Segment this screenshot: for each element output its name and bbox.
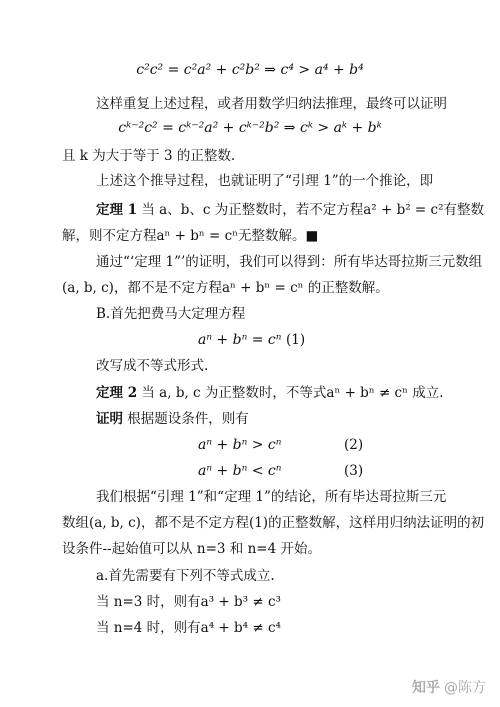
paragraph-conclusion-2: 数组(a, b, c)，都不是不定方程(1)的正整数解，这样用归纳法证明的初 <box>62 515 485 531</box>
theorem-2-label: 定理 2 <box>96 385 138 401</box>
paragraph-conclusion-3: 设条件--起始值可以从 n=3 和 n=4 开始。 <box>62 541 321 557</box>
paragraph-repeat-process: 这样重复上述过程，或者用数学归纳法推理，最终可以证明 <box>96 96 447 112</box>
paragraph-conclusion-1: 我们根据“引理 1”和“定理 1”的结论，所有毕达哥拉斯三元 <box>96 489 447 505</box>
paragraph-corollary: 上述这个推导过程，也就证明了“引理 1”的一个推论，即 <box>96 173 434 189</box>
equation-1: c²c² = c²a² + c²b² ⇒ c⁴ > a⁴ + b⁴ <box>136 62 364 78</box>
equation-3-number: (1) <box>286 332 306 348</box>
case-n-4: 当 n=4 时，则有a⁴ + b⁴ ≠ c⁴ <box>96 620 281 636</box>
zhihu-logo: 知乎 <box>412 680 440 696</box>
theorem-1-text-1: 当 a、b、c 为正整数时，若不定方程a² + b² = c²有整数 <box>141 202 484 218</box>
proof-label: 证明 <box>96 411 123 427</box>
watermark <box>412 677 486 697</box>
equation-4-number: (2) <box>344 437 364 453</box>
equation-3: aⁿ + bⁿ = cⁿ <box>198 332 282 348</box>
theorem-2-text: 当 a, b, c 为正整数时，不等式aⁿ + bⁿ ≠ cⁿ 成立. <box>141 385 444 401</box>
equation-5-number: (3) <box>344 463 364 479</box>
theorem-1-line-1 <box>96 200 484 220</box>
proof-text: 根据题设条件，则有 <box>127 411 249 427</box>
theorem-2 <box>96 383 444 403</box>
equation-4: aⁿ + bⁿ > cⁿ <box>198 437 282 453</box>
paragraph-rewrite: 改写成不等式形式. <box>96 358 209 374</box>
theorem-1-label: 定理 1 <box>96 202 138 218</box>
theorem-1-line-2: 解，则不定方程aⁿ + bⁿ = cⁿ无整数解。■ <box>62 228 319 244</box>
equation-5: aⁿ + bⁿ < cⁿ <box>198 463 282 479</box>
proof <box>96 409 249 429</box>
watermark-username: @陈方 <box>444 680 486 696</box>
paragraph-pythagorean-2: (a, b, c)，都不是不定方程aⁿ + bⁿ = cⁿ 的正整数解。 <box>62 280 389 296</box>
paragraph-pythagorean-1: 通过“‘定理 1”’的证明，我们可以得到：所有毕达哥拉斯三元数组 <box>96 254 483 270</box>
case-n-3: 当 n=3 时，则有a³ + b³ ≠ c³ <box>96 594 281 610</box>
equation-2: cᵏ⁻²c² = cᵏ⁻²a² + cᵏ⁻²b² ⇒ cᵏ > aᵏ + bᵏ <box>118 120 382 136</box>
paragraph-k-condition: 且 k 为大于等于 3 的正整数. <box>62 148 236 164</box>
section-b-heading: B.首先把费马大定理方程 <box>96 306 246 322</box>
section-a-heading: a.首先需要有下列不等式成立. <box>96 568 275 584</box>
